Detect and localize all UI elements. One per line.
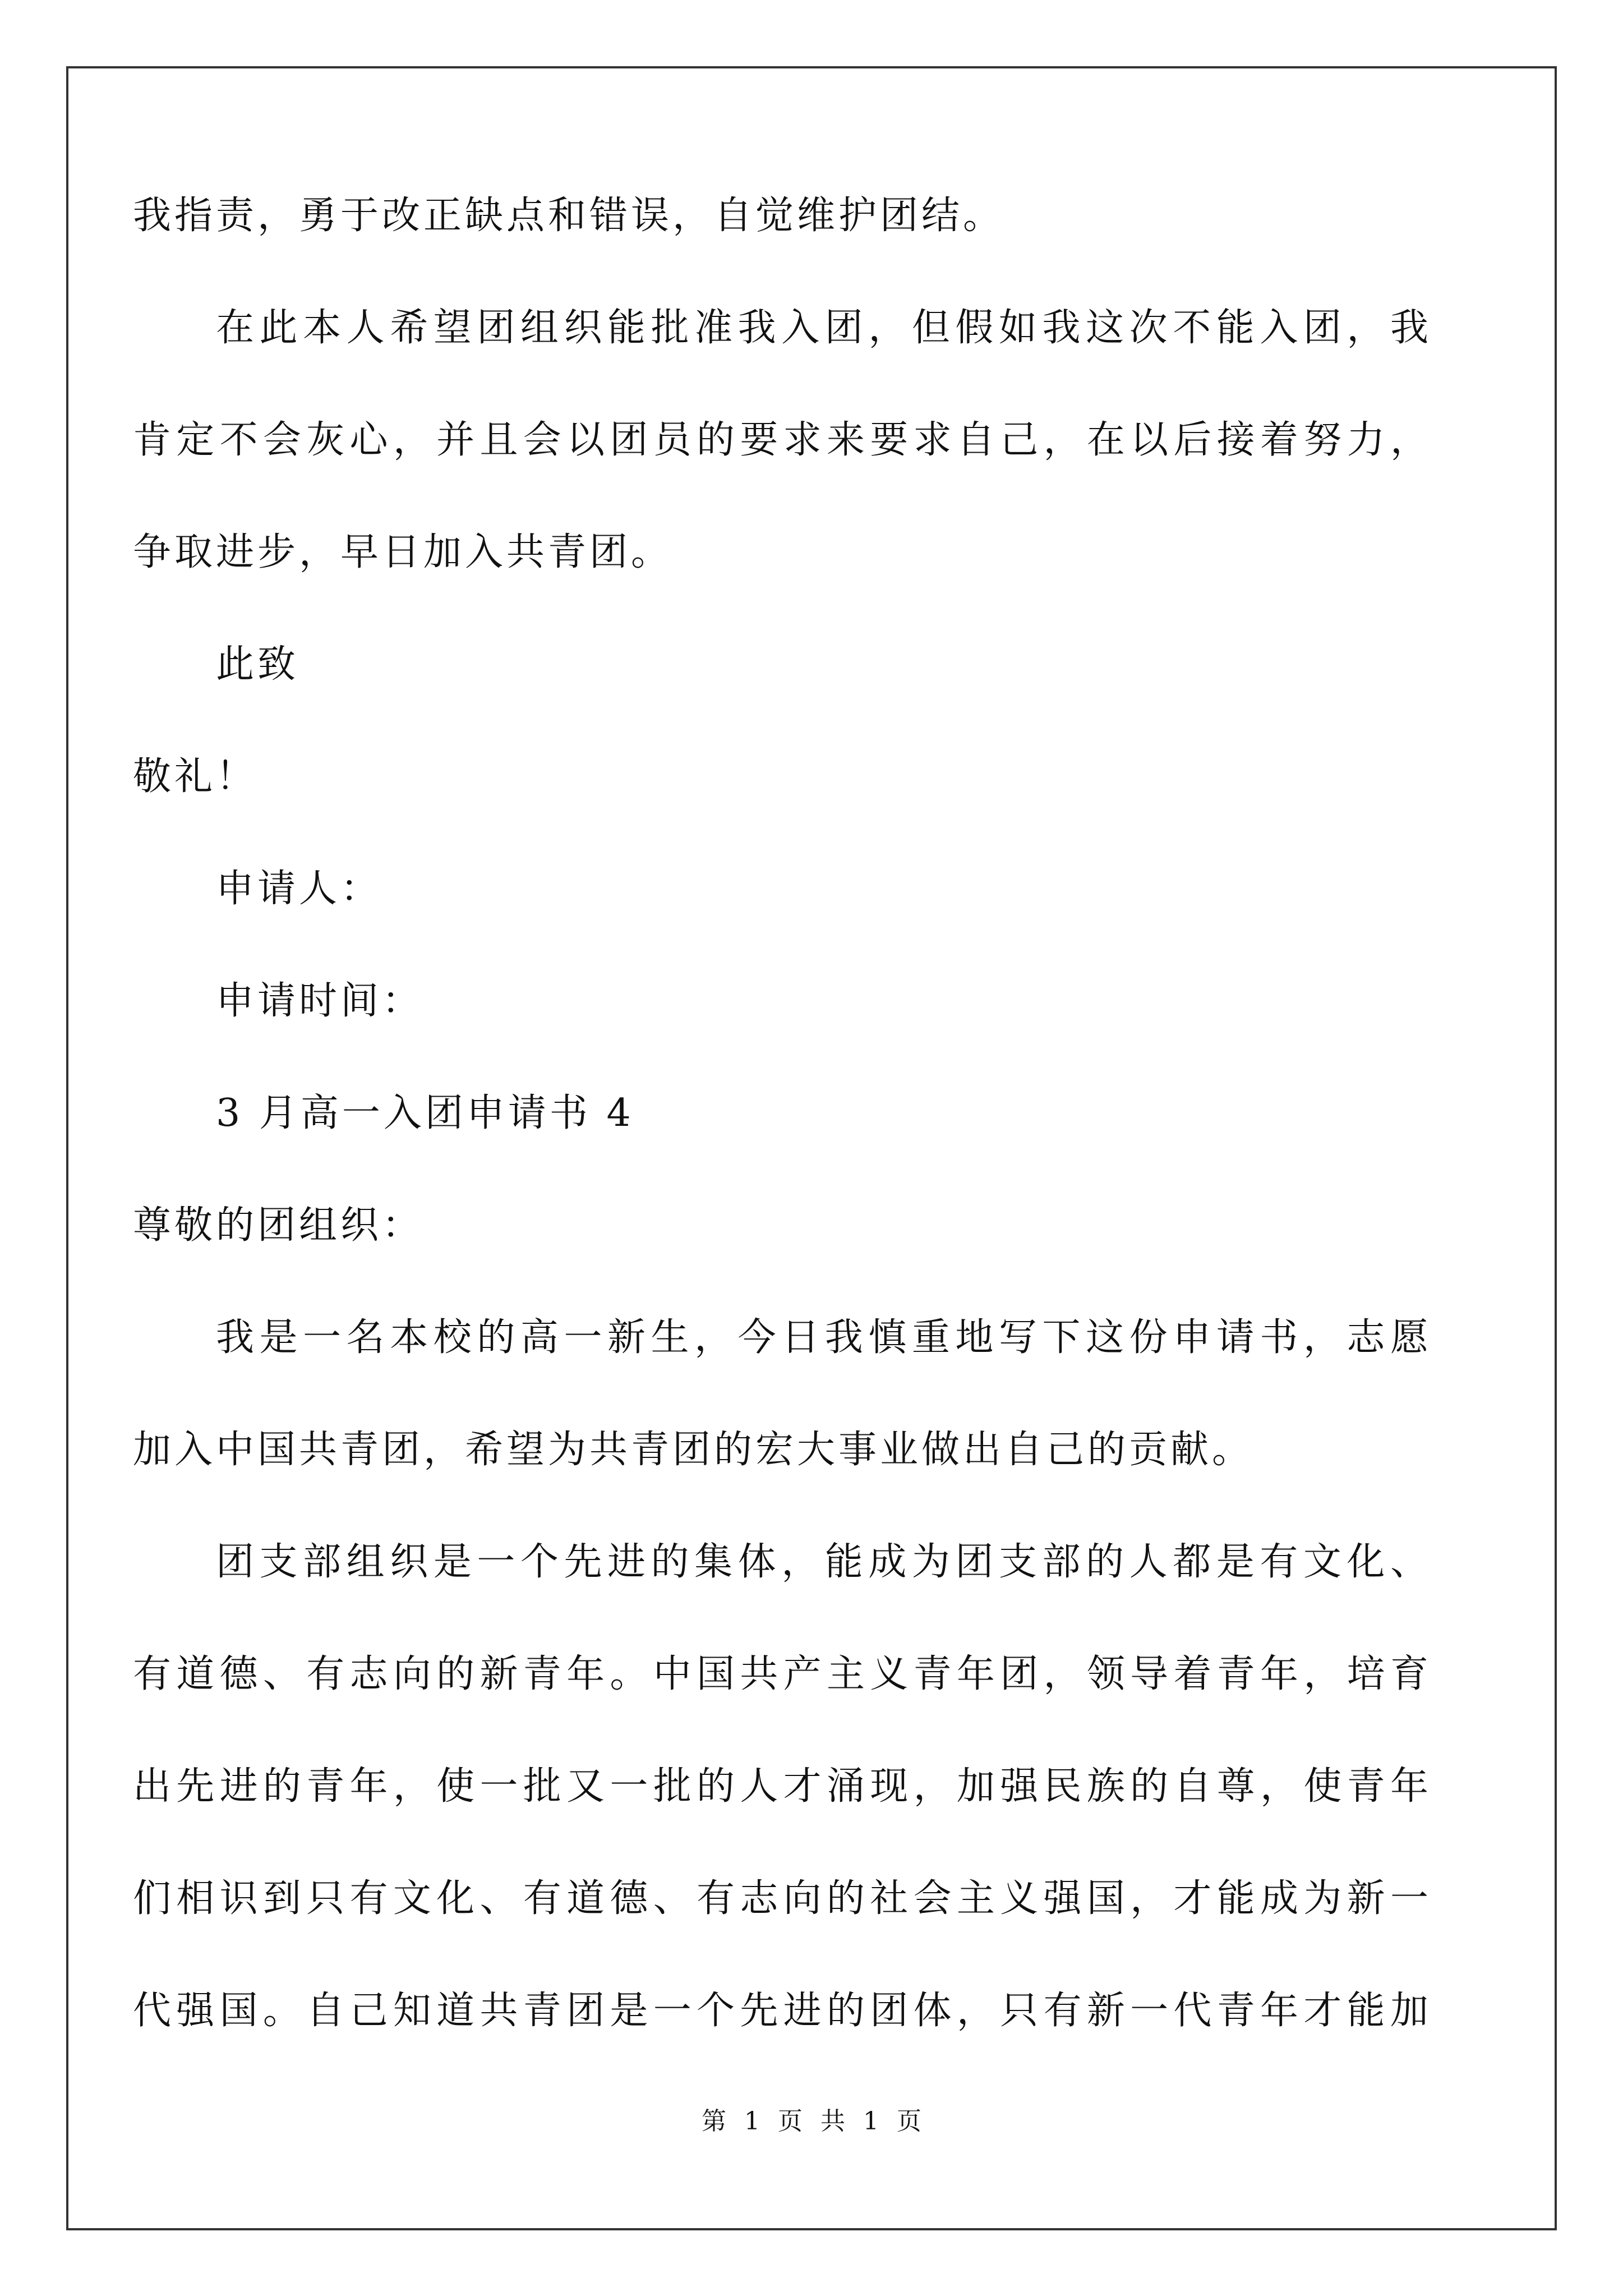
section-heading: 3 月高一入团申请书 4: [216, 1091, 634, 1135]
paragraph-line: 我指责，勇于改正缺点和错误，自觉维护团结。: [133, 194, 1005, 238]
paragraph-line: 在此本人希望团组织能批准我入团，但假如我这次不能入团，我: [216, 306, 1432, 350]
paragraph-line: 出先进的青年，使一批又一批的人才涌现，加强民族的自尊，使青年: [133, 1764, 1432, 1809]
paragraph-line: 代强国。自己知道共青团是一个先进的团体，只有新一代青年才能加: [133, 1989, 1432, 2033]
closing-phrase: 此致: [216, 642, 299, 687]
paragraph-line: 肯定不会灰心，并且会以团员的要求来要求自己，在以后接着努力，: [133, 418, 1432, 462]
paragraph-line: 团支部组织是一个先进的集体，能成为团支部的人都是有文化、: [216, 1540, 1432, 1584]
salutation-closing: 敬礼！: [133, 754, 258, 799]
paragraph-line: 们相识到只有文化、有道德、有志向的社会主义强国，才能成为新一: [133, 1876, 1432, 1921]
paragraph-line: 加入中国共青团，希望为共青团的宏大事业做出自己的贡献。: [133, 1428, 1254, 1472]
page-footer: 第 1 页 共 1 页: [702, 2107, 921, 2136]
applicant-label: 申请人：: [216, 867, 382, 911]
paragraph-line: 我是一名本校的高一新生，今日我慎重地写下这份申请书，志愿: [216, 1315, 1432, 1360]
application-date-label: 申请时间：: [216, 979, 424, 1023]
paragraph-line: 有道德、有志向的新青年。中国共产主义青年团，领导着青年，培育: [133, 1652, 1432, 1696]
salutation: 尊敬的团组织：: [133, 1203, 424, 1248]
paragraph-line: 争取进步，早日加入共青团。: [133, 530, 673, 574]
